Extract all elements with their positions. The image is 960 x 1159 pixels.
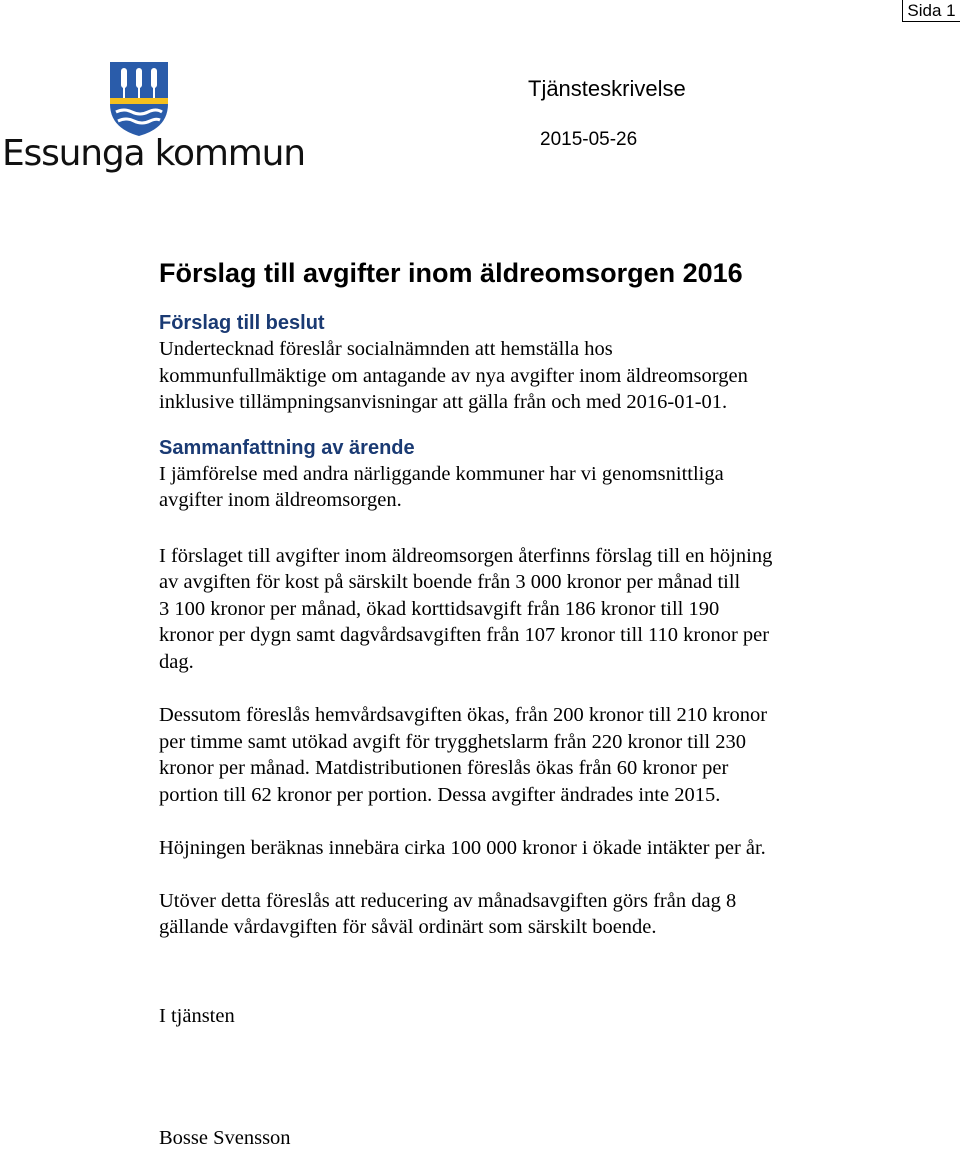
logo-wordmark: Essunga kommun (2, 133, 305, 174)
text-line: portion till 62 kronor per portion. Dessa avgifter ändrades inte 2015. (159, 783, 721, 806)
page-number-label: Sida 1 (902, 0, 960, 22)
text-line: avgifter inom äldreomsorgen. (159, 489, 402, 511)
text-line: gällande vårdavgiften för såväl ordinärt som särskilt boende. (159, 916, 657, 938)
document-body (159, 256, 879, 1151)
text-line: kronor per dygn samt dagvårdsavgiften från 107 kronor till 110 kronor per (159, 624, 770, 646)
text-line: I förslaget till avgifter inom äldreomsorgen återfinns förslag till en höjning (159, 544, 773, 567)
decision-heading: Förslag till beslut (159, 312, 325, 334)
summary-paragraph (159, 461, 879, 514)
text-line: kommunfullmäktige om antagande av nya avgifter inom äldreomsorgen (159, 364, 748, 387)
decision-paragraph (159, 336, 879, 416)
text-line: I jämförelse med andra närliggande kommuner har vi genomsnittliga (159, 462, 724, 485)
revenue-increase-paragraph (159, 835, 879, 862)
document-title: Förslag till avgifter inom äldreomsorgen 2016 (159, 258, 743, 288)
document-date: 2015-05-26 (540, 129, 638, 150)
text-line: dag. (159, 650, 194, 673)
summary-heading: Sammanfattning av ärende (159, 436, 415, 459)
text-line: Utöver detta föreslås att reducering av månadsavgiften görs från dag 8 (159, 889, 737, 912)
text-line: Dessutom föreslås hemvårdsavgiften ökas, från 200 kronor till 210 kronor (159, 704, 768, 726)
closing-phrase: I tjänsten (159, 1004, 235, 1027)
text-line: Höjningen beräknas innebära cirka 100 000 kronor i ökade intäkter per år. (159, 837, 766, 859)
text-line: Undertecknad föreslår socialnämnden att hemställa hos (159, 338, 613, 360)
text-line: per timme samt utökad avgift för trygghetslarm från 220 kronor till 230 (159, 730, 746, 753)
text-line: 3 100 kronor per månad, ökad korttidsavgift från 186 kronor till 190 (159, 597, 720, 620)
municipality-logo (0, 58, 305, 180)
document-type: Tjänsteskrivelse (528, 76, 686, 101)
proposal-paragraph (159, 543, 879, 676)
coat-of-arms-icon (0, 58, 280, 138)
text-line: inklusive tillämpningsanvisningar att gälla från och med 2016-01-01. (159, 391, 728, 413)
additional-fees-paragraph (159, 702, 879, 808)
signature-name: Bosse Svensson (159, 1126, 291, 1149)
reduction-paragraph (159, 888, 879, 941)
text-line: kronor per månad. Matdistributionen föreslås ökas från 60 kronor per (159, 757, 729, 779)
text-line: av avgiften för kost på särskilt boende från 3 000 kronor per månad till (159, 571, 741, 593)
